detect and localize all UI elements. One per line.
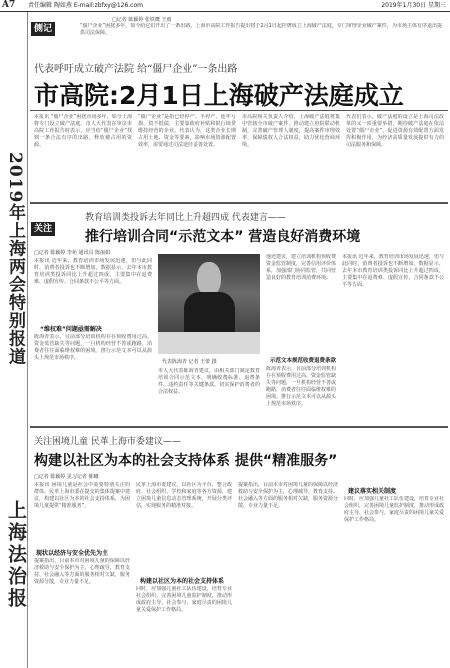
section-divider-2 — [30, 426, 448, 428]
section2-subhead-2: 示范文本规范收费退费条款 — [270, 358, 337, 364]
issue-date: 2019年1月30日 星期三 — [381, 2, 446, 9]
section2-column-3b: 陈海青表示，目前部分培训机构存在预收费用过高、资金监管缺失等问题，一旦机构经营不善或跑路，消费者往往面临维权难的困境。推行示范文本可以从源头上规范市场秩序。 — [266, 366, 336, 407]
section2-headline: 推行培训合同“示范文本” 营造良好消费环境 — [85, 229, 361, 245]
section2-column-3: 他还建议，建立培训机构预收费资金监管制度，完善信用评价体系，加强部门协同监管，共同营造良好的教育培训消费环境。 — [266, 254, 336, 281]
section2-kicker: 教育培训类投诉去年同比上升超四成 代表建言—— — [85, 213, 286, 223]
section3-column-1b: 提案指出，目前本市对困境儿童的保障以经济救助与安全保护为主，心理疏导、教育支持、社会融入等方面的服务相对欠缺，服务资源分散，专业力量不足。 — [34, 558, 130, 585]
newspaper-brand: 上海法治报 — [5, 500, 27, 610]
special-report-title: 2019年上海两会特别报道 — [5, 152, 25, 366]
section2-column-1: 本报讯 近年来，教育培训市场发展迅速，但与此同时，消费者投诉也不断增加。数据显示，去年本市教育培训类投诉同比上升超过四成，主要集中在退费难、虚假宣传、合同条款不公平等方面。 — [34, 258, 152, 285]
section1-headline: 市高院:2月1日上海破产法庭成立 — [34, 81, 404, 110]
photo-table — [158, 332, 260, 354]
section3-column-3: 提案指出，目前本市对困境儿童的保障以经济救助与安全保护为主，心理疏导、教育支持、社会融入等方面的服务相对欠缺，服务资源分散，专业力量不足。 — [238, 482, 338, 509]
section3-column-1: 本报讯 困境儿童是社会中需要特别关注的群体。民革上海市委在提交的集体提案中建议，构建以社区为本的社会支持体系，为困境儿童提供“精准服务”。 — [34, 482, 130, 509]
section1-column-3: 市高院相关负责人介绍，上海破产法庭将集中管辖全市破产案件，推动建立府院联动机制，完善破产管理人制度，提高案件审理效率，保障债权人合法权益，助力优化营商环境。 — [242, 114, 340, 148]
photo-face — [197, 262, 221, 296]
headline-rule — [30, 110, 448, 111]
section3-subhead-3: 建议落实相关制度 — [348, 488, 397, 495]
section1-column-4: 代表们表示，破产法庭的设立是上海司法改革的又一项重要举措，期待破产法庭在依法处置“僵尸企业”、促进资源有效配置方面发挥积极作用，为经济高质量发展提供有力的司法服务和保障。 — [346, 114, 444, 148]
section3-column-2b: 同时，应加强儿童社工队伍建设，培育专业社会组织，完善困境儿童监护制度，推动形成政府主导、社会参与、家庭尽责的困境儿童关爱保护工作格局。 — [136, 586, 232, 613]
section-divider-1 — [30, 202, 448, 204]
section1-kicker: 代表呼吁成立破产法院 给“僵尸企业”一条出路 — [34, 64, 238, 75]
section3-column-4: 同时，应加强儿童社工队伍建设，培育专业社会组织，完善困境儿童监护制度，推动形成政府主导、社会参与、家庭尽责的困境儿童关爱保护工作格局。 — [344, 496, 444, 523]
section3-kicker: 关注困境儿童 民革上海市委建议—— — [34, 437, 181, 447]
section3-byline: □记者 陈颖婷 见习记者 陈曦 — [34, 474, 99, 480]
section3-subhead-2: 构建以社区为本的社会支持体系 — [140, 578, 225, 585]
section3-subhead-1: 现状以经济与安全优先为主 — [36, 550, 109, 557]
section-label-sideline: 侧记 — [31, 22, 55, 36]
section2-column-4: 本报讯 近年来，教育培训市场发展迅速，但与此同时，消费者投诉也不断增加。数据显示，去年本市教育培训类投诉同比上升超过四成，主要集中在退费难、虚假宣传、合同条款不公平等方面。 — [342, 254, 444, 288]
section3-headline: 构建以社区为本的社会支持体系 提供“精准服务” — [34, 453, 338, 469]
section1-column-1: 本报讯 “僵尸企业”困扰市场多年，如今上海将专门设立破产法庭。市人大代表在审议市高院工作报告时表示，应当给“僵尸企业”找到一条合法有序的出路，释放被占用的资源。 — [34, 114, 132, 148]
section2-byline: □记者 陈颖婷 李苑 通讯员 陈丽娟 — [34, 250, 111, 256]
section1-lead: “僵尸企业”困扰多年，如今给它们开出了一条出路。上海市高院工作报告提出将于2月1日起挂牌成立上海破产法庭，专门审理企业破产案件，为市场主体有序退出提供司法保障。 — [80, 23, 442, 36]
sidebar-divider — [27, 12, 28, 668]
page-number: A7 — [2, 0, 16, 10]
section2-column-1b: 陈海青表示，目前部分培训机构存在预收费用过高、资金监管缺失等问题，一旦机构经营不善或跑路，消费者往往面临维权难的困境。推行示范文本可以从源头上规范市场秩序。 — [34, 334, 152, 361]
section1-column-2: “僵尸企业”是指已经停产、半停产、连年亏损、资不抵债，主要靠政府补贴和银行续贷维持经营的企业。代表认为，这类企业长期占用土地、资金等要素，影响市场资源配置效率，需要通过司法途径妥善处置。 — [138, 114, 236, 148]
editor-info: 责任编辑 陶如燕 E-mail:zbfxy@126.com — [28, 2, 143, 9]
section2-photo-text: 市人大代表陈海青建议，由相关部门制定教育培训合同示范文本，明确收费标准、退费条件、违约责任等关键条款，切实保护消费者的合法权益。 — [158, 368, 260, 395]
photo-caption: 代表陈海青 记者 王蕾 摄 — [162, 359, 217, 365]
section3-column-2: 民革上海市委建议，以社区为平台，整合政府、社会组织、学校和家庭等各方资源，建立困境儿童信息动态管理系统，开展分类评估，实现服务的精准对接。 — [136, 482, 232, 509]
sidebar — [0, 12, 26, 668]
delegate-photo — [158, 254, 260, 354]
masthead — [0, 0, 450, 12]
section1-byline: □记者 陈颖婷 张铁鹰 王雨 — [112, 17, 172, 23]
section2-subhead-1: “维权难”问题亟需解决 — [40, 326, 102, 333]
section-label-focus: 关注 — [31, 222, 55, 236]
